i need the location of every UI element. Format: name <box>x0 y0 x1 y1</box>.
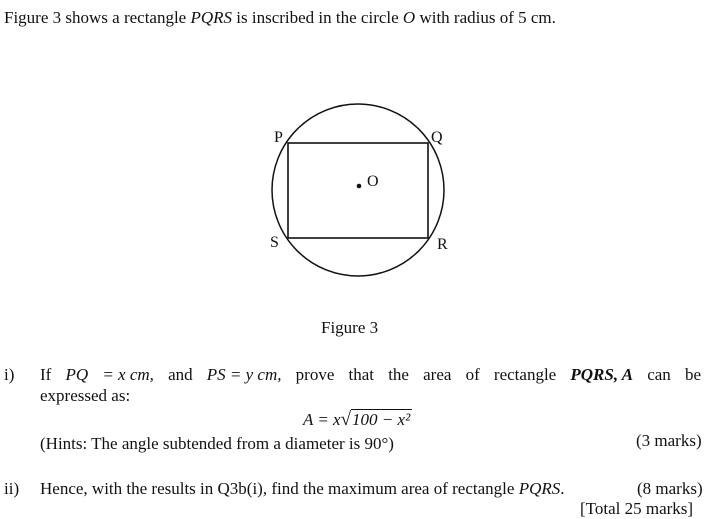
q1-word: that <box>348 365 375 384</box>
q1-word: be <box>684 365 701 384</box>
rectangle-pqrs <box>288 143 428 238</box>
question-i-marks: (3 marks) <box>636 431 702 450</box>
label-o: O <box>367 173 379 190</box>
q1-word: the <box>388 365 409 384</box>
intro-circle-name: O <box>402 8 416 27</box>
intro-rect-name: PQRS <box>190 8 233 27</box>
question-ii-number: ii) <box>4 479 20 498</box>
q1-word: PQRS, A <box>570 365 634 384</box>
label-p: P <box>274 129 283 146</box>
q1-word: = x cm, <box>102 365 154 384</box>
center-point-o <box>357 184 362 189</box>
label-q: Q <box>431 129 443 146</box>
q1-word: of <box>465 365 480 384</box>
q1-word: prove <box>295 365 335 384</box>
total-marks-cutoff: [Total 25 marks] <box>580 499 694 518</box>
intro-part2: is inscribed in the circle <box>232 8 403 27</box>
q2-rect-name: PQRS <box>518 479 561 498</box>
square-root-sign: √ <box>340 409 352 430</box>
circle-o <box>272 104 444 276</box>
q1-word: and <box>168 365 193 384</box>
q2-text-after: . <box>560 479 565 498</box>
label-s: S <box>270 234 279 251</box>
q1-word: can <box>647 365 671 384</box>
question-ii-marks: (8 marks) <box>637 479 703 498</box>
question-i-number: i) <box>4 365 15 384</box>
question-i-line1 <box>40 365 701 385</box>
formula-lhs: A = x <box>303 410 341 429</box>
intro-part1: Figure 3 shows a rectangle <box>4 8 191 27</box>
q1-word: PQ <box>65 365 89 384</box>
figure-caption: Figure 3 <box>321 318 379 337</box>
q1-word: PS = y cm, <box>206 365 282 384</box>
area-formula <box>303 409 412 431</box>
intro-part3: with radius of 5 cm. <box>415 8 556 27</box>
question-i-hint: (Hints: The angle subtended from a diameter is 90°) <box>40 434 394 453</box>
q1-word: area <box>423 365 452 384</box>
question-ii-text <box>40 479 564 499</box>
formula-radicand: 100 − x² <box>352 410 411 429</box>
q2-text-before: Hence, with the results in Q3b(i), find the maximum area of rectangle <box>40 479 519 498</box>
q1-word: rectangle <box>493 365 557 384</box>
question-i-line2: expressed as: <box>40 386 131 405</box>
label-r: R <box>437 236 448 253</box>
q1-word: If <box>40 365 52 384</box>
